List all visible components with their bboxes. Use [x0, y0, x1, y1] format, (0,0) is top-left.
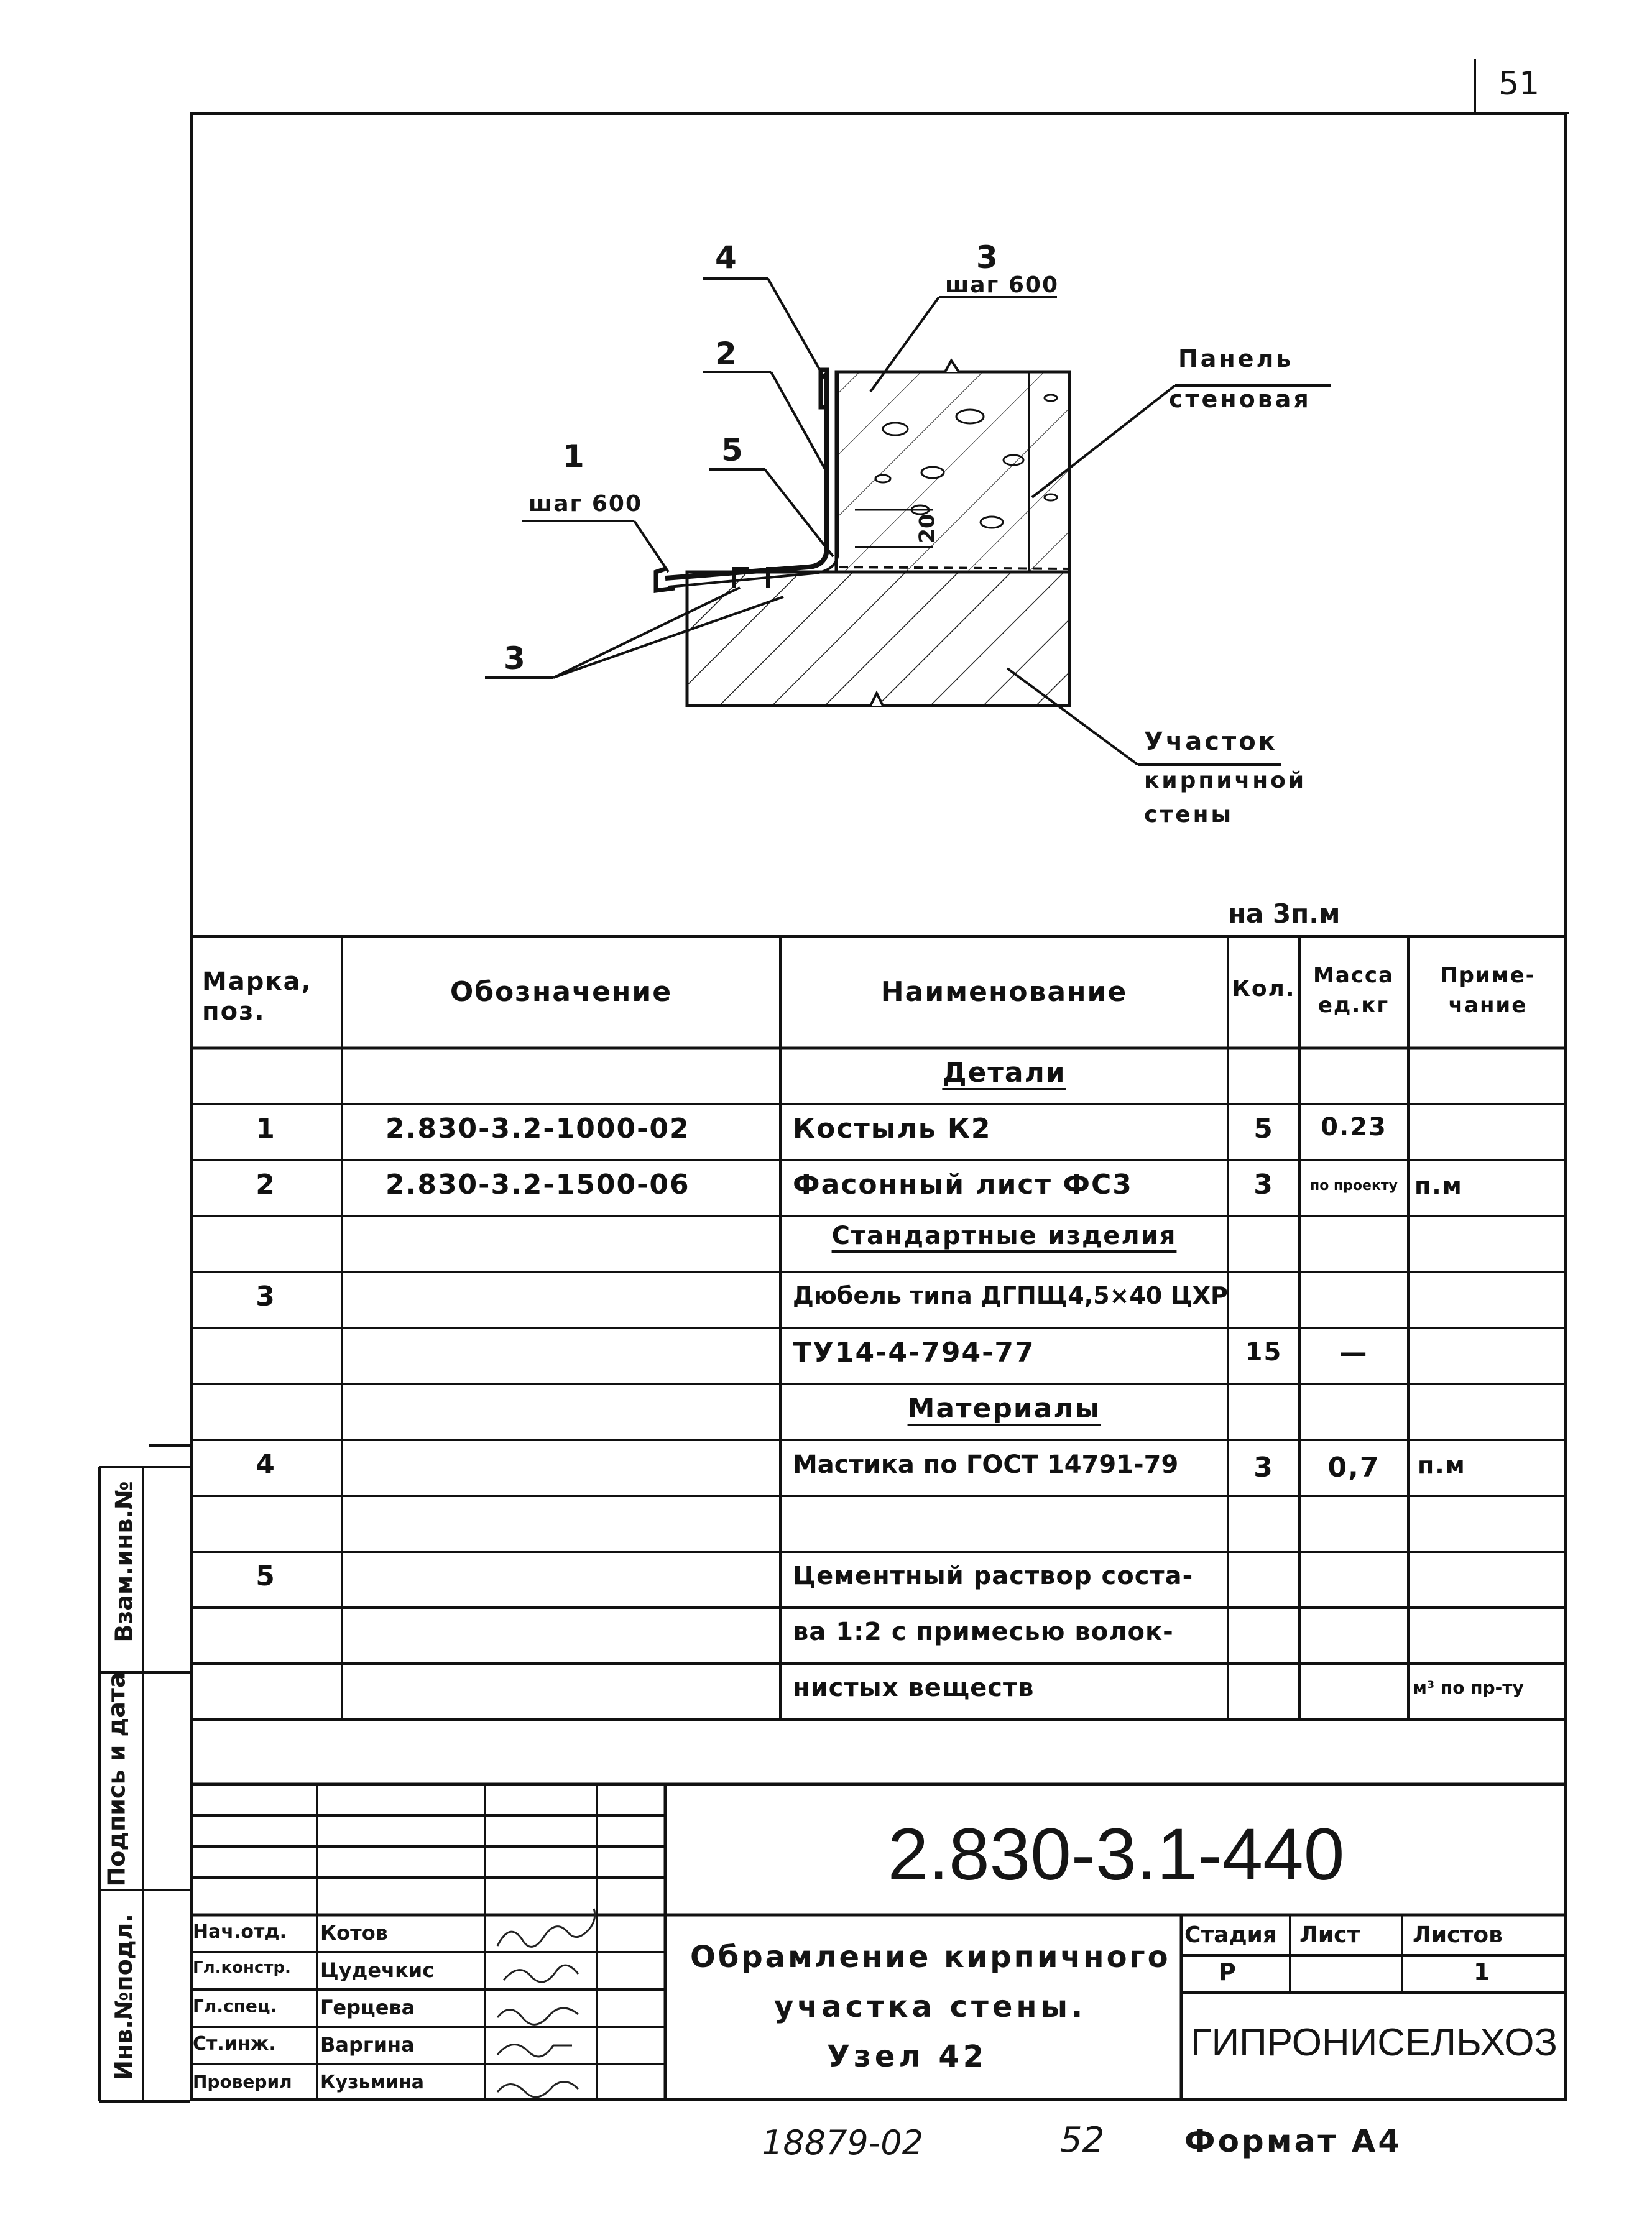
section-title-materials: Материалы — [907, 1393, 1101, 1424]
header-qty: Кол. — [1232, 976, 1296, 1002]
name-1: Цудечкис — [320, 1958, 435, 1982]
section-title-details: Детали — [942, 1057, 1066, 1089]
bottom-archive-code: 18879-02 — [762, 2123, 923, 2162]
side-stamp-signature-date: Подпись и дата — [103, 1672, 131, 1887]
header-mass: Масса ед.кг — [1313, 963, 1395, 1018]
panel-label-line2: стеновая — [1169, 385, 1311, 413]
label-2: 2 — [715, 336, 737, 372]
row-7-note: п.м — [1418, 1452, 1466, 1479]
brick-label-line2: кирпичной — [1144, 768, 1307, 793]
row-4-name: Дюбель типа ДГПЩ4,5×40 ЦХР — [793, 1282, 1228, 1309]
row-5-name: ТУ14-4-794-77 — [793, 1337, 1035, 1368]
label-step-1: шаг 600 — [528, 491, 643, 517]
bottom-page-number: 52 — [1060, 2120, 1105, 2160]
row-11-name: нистых веществ — [793, 1674, 1035, 1702]
page-number: 51 — [1498, 65, 1540, 103]
title-line-3: Узел 42 — [827, 2039, 988, 2074]
label-step-3: шаг 600 — [945, 272, 1059, 298]
row-9-name: Цементный раствор соста- — [793, 1562, 1194, 1590]
label-3-bottom: 3 — [504, 640, 525, 676]
dimension-20: 20 — [915, 514, 940, 543]
label-1: 1 — [563, 438, 584, 474]
row-2-designation: 2.830-3.2-1500-06 — [385, 1169, 690, 1201]
label-5: 5 — [721, 432, 743, 468]
title-line-1: Обрамление кирпичного — [690, 1940, 1171, 1975]
row-2-note: п.м — [1414, 1172, 1463, 1199]
row-2-mark: 2 — [256, 1169, 276, 1201]
brick-label-line3: стены — [1144, 802, 1234, 827]
row-1-qty: 5 — [1253, 1113, 1274, 1145]
brick-label-line1: Участок — [1144, 727, 1278, 756]
header-note: Приме- чание — [1440, 963, 1536, 1018]
role-2: Гл.спец. — [193, 1996, 277, 2016]
role-1: Гл.констр. — [193, 1958, 291, 1977]
per-unit-note: на 3п.м — [1228, 898, 1341, 929]
header-name: Наименование — [880, 976, 1128, 1008]
role-3: Ст.инж. — [193, 2033, 276, 2055]
sheets-value: 1 — [1474, 1958, 1490, 1986]
brick-wall-section — [687, 572, 1069, 706]
stage-value: Р — [1219, 1958, 1236, 1986]
row-10-name: ва 1:2 с примесью волок- — [793, 1618, 1174, 1646]
label-4: 4 — [715, 239, 737, 275]
sheet-label: Лист — [1299, 1922, 1360, 1948]
stage-label: Стадия — [1184, 1922, 1277, 1948]
name-0: Котов — [320, 1921, 388, 1945]
signatures — [497, 1909, 595, 2097]
row-1-mark: 1 — [256, 1113, 276, 1145]
name-2: Герцева — [320, 1996, 415, 2019]
format-label: Формат А4 — [1184, 2123, 1403, 2159]
organization: ГИПРОНИСЕЛЬХОЗ — [1191, 2021, 1557, 2064]
role-4: Проверил — [193, 2072, 292, 2092]
header-mark: Марка, поз. — [202, 967, 312, 1026]
row-9-mark: 5 — [256, 1560, 276, 1592]
name-3: Варгина — [320, 2033, 415, 2057]
row-7-qty: 3 — [1253, 1452, 1274, 1483]
side-stamp-replacement-inv: Взам.инв.№ — [110, 1481, 138, 1643]
label-3-top: 3 — [976, 239, 998, 275]
name-4: Кузьмина — [320, 2072, 424, 2093]
row-4-mark: 3 — [256, 1281, 276, 1312]
row-7-name: Мастика по ГОСТ 14791-79 — [793, 1450, 1179, 1479]
section-title-standard: Стандартные изделия — [831, 1222, 1177, 1250]
row-1-name: Костыль К2 — [793, 1113, 992, 1145]
row-7-mass: 0,7 — [1327, 1452, 1380, 1483]
row-5-mass: — — [1339, 1337, 1368, 1368]
row-1-designation: 2.830-3.2-1000-02 — [385, 1113, 690, 1145]
wall-panel-section — [836, 361, 1069, 572]
side-stamp-original-inv: Инв.№подл. — [109, 1914, 137, 2080]
row-2-qty: 3 — [1253, 1169, 1274, 1201]
row-1-mass: 0.23 — [1321, 1113, 1387, 1141]
title-line-2: участка стены. — [774, 1989, 1087, 2024]
document-code: 2.830-3.1-440 — [887, 1814, 1345, 1896]
role-0: Нач.отд. — [193, 1921, 287, 1943]
sheets-label: Листов — [1413, 1922, 1503, 1948]
panel-label-line1: Панель — [1178, 345, 1294, 372]
row-11-note: м³ по пр-ту — [1413, 1677, 1524, 1698]
row-2-mass: по проекту — [1310, 1178, 1398, 1194]
row-2-name: Фасонный лист ФС3 — [793, 1169, 1133, 1201]
row-7-mark: 4 — [256, 1449, 276, 1480]
row-5-qty: 15 — [1245, 1338, 1283, 1367]
header-designation: Обозначение — [450, 976, 673, 1008]
